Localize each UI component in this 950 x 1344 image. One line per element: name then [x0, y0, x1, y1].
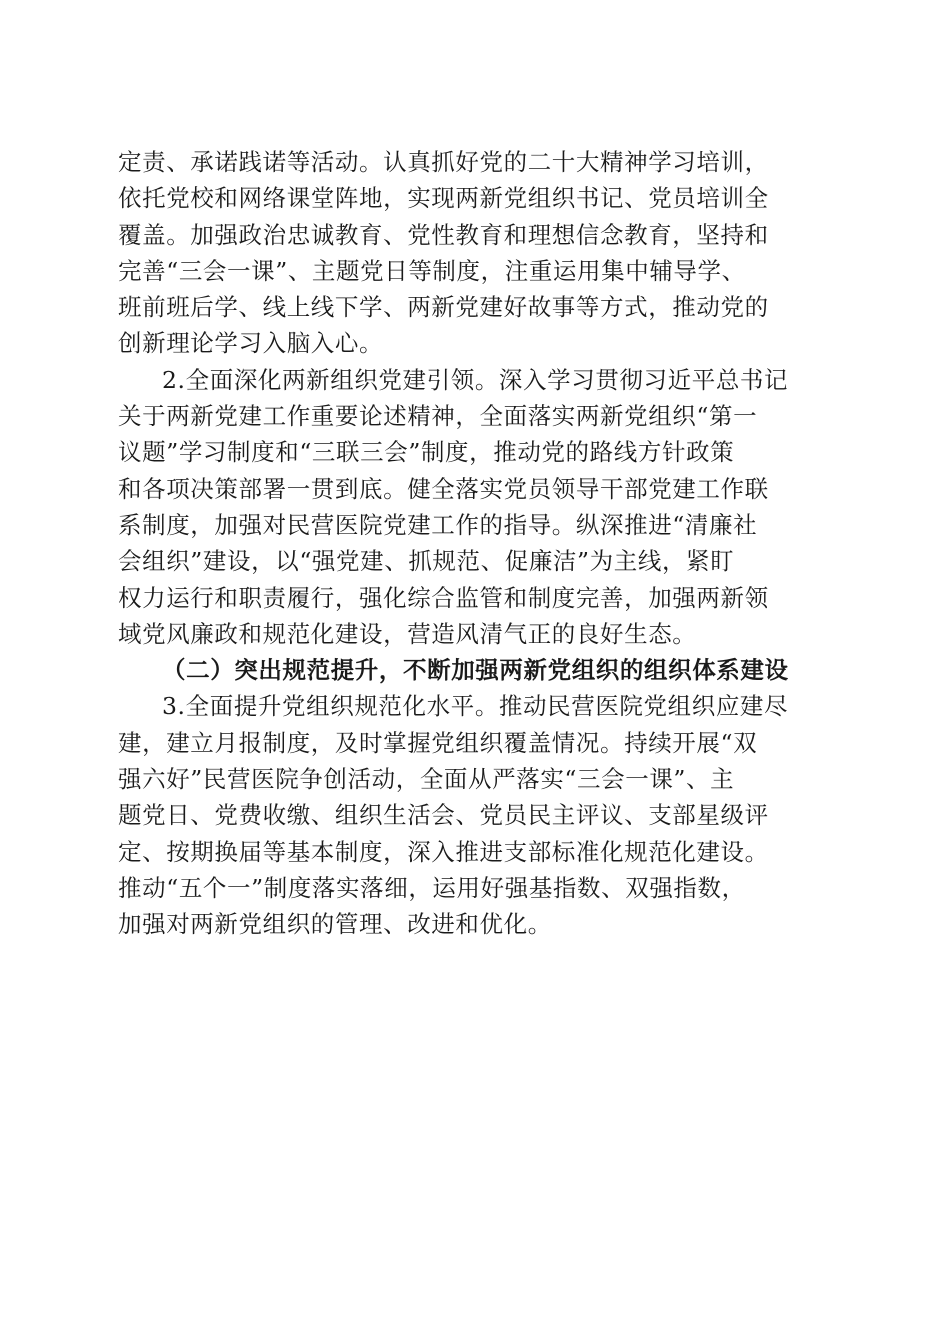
- paragraph-3-line-6: 推动“五个一”制度落实落细，运用好强基指数、双强指数，: [118, 873, 746, 902]
- paragraph-3-line-1: 3.全面提升党组织规范化水平。推动民营医院党组织应建尽: [162, 692, 789, 721]
- paragraph-2-line-5: 系制度，加强对民营医院党建工作的指导。纵深推进“清廉社: [118, 510, 758, 539]
- document-body: [118, 144, 830, 943]
- paragraph-2-line-1: 2.全面深化两新组织党建引领。深入学习贯彻习近平总书记: [162, 365, 789, 394]
- paragraph-2-line-7: 权力运行和职责履行，强化综合监管和制度完善，加强两新领: [118, 583, 769, 612]
- paragraph-2-line-4: 和各项决策部署一贯到底。健全落实党员领导干部党建工作联: [118, 474, 769, 503]
- paragraph-1-line-4: 完善“三会一课”、主题党日等制度，注重运用集中辅导学、: [118, 256, 746, 285]
- paragraph-2-line-2: 关于两新党建工作重要论述精神，全面落实两新党组织“第一: [118, 402, 758, 431]
- paragraph-1-line-5: 班前班后学、线上线下学、两新党建好故事等方式，推动党的: [118, 293, 769, 322]
- paragraph-1-line-2: 依托党校和网络课堂阵地，实现两新党组织书记、党员培训全: [118, 184, 769, 213]
- paragraph-1-line-6: 创新理论学习入脑入心。: [118, 329, 384, 358]
- paragraph-2-line-8: 域党风廉政和规范化建设，营造风清气正的良好生态。: [118, 619, 697, 648]
- paragraph-3-line-5: 定、按期换届等基本制度，深入推进支部标准化规范化建设。: [118, 837, 769, 866]
- paragraph-1-line-3: 覆盖。加强政治忠诚教育、党性教育和理想信念教育，坚持和: [118, 220, 769, 249]
- paragraph-1-line-1: 定责、承诺践诺等活动。认真抓好党的二十大精神学习培训，: [118, 148, 769, 176]
- paragraph-2-line-6: 会组织”建设，以“强党建、抓规范、促廉洁”为主线，紧盯: [118, 547, 735, 576]
- paragraph-3-line-4: 题党日、党费收缴、组织生活会、党员民主评议、支部星级评: [118, 801, 769, 830]
- paragraph-3-line-3: 强六好”民营医院争创活动，全面从严落实“三会一课”、主: [118, 765, 735, 794]
- paragraph-2-line-3: 议题”学习制度和“三联三会”制度，推动党的路线方针政策: [118, 438, 735, 467]
- paragraph-3-line-7: 加强对两新党组织的管理、改进和优化。: [118, 910, 552, 939]
- section-heading: （二）突出规范提升，不断加强两新党组织的组织体系建设: [162, 656, 789, 685]
- paragraph-3-line-2: 建，建立月报制度，及时掌握党组织覆盖情况。持续开展“双: [118, 728, 758, 757]
